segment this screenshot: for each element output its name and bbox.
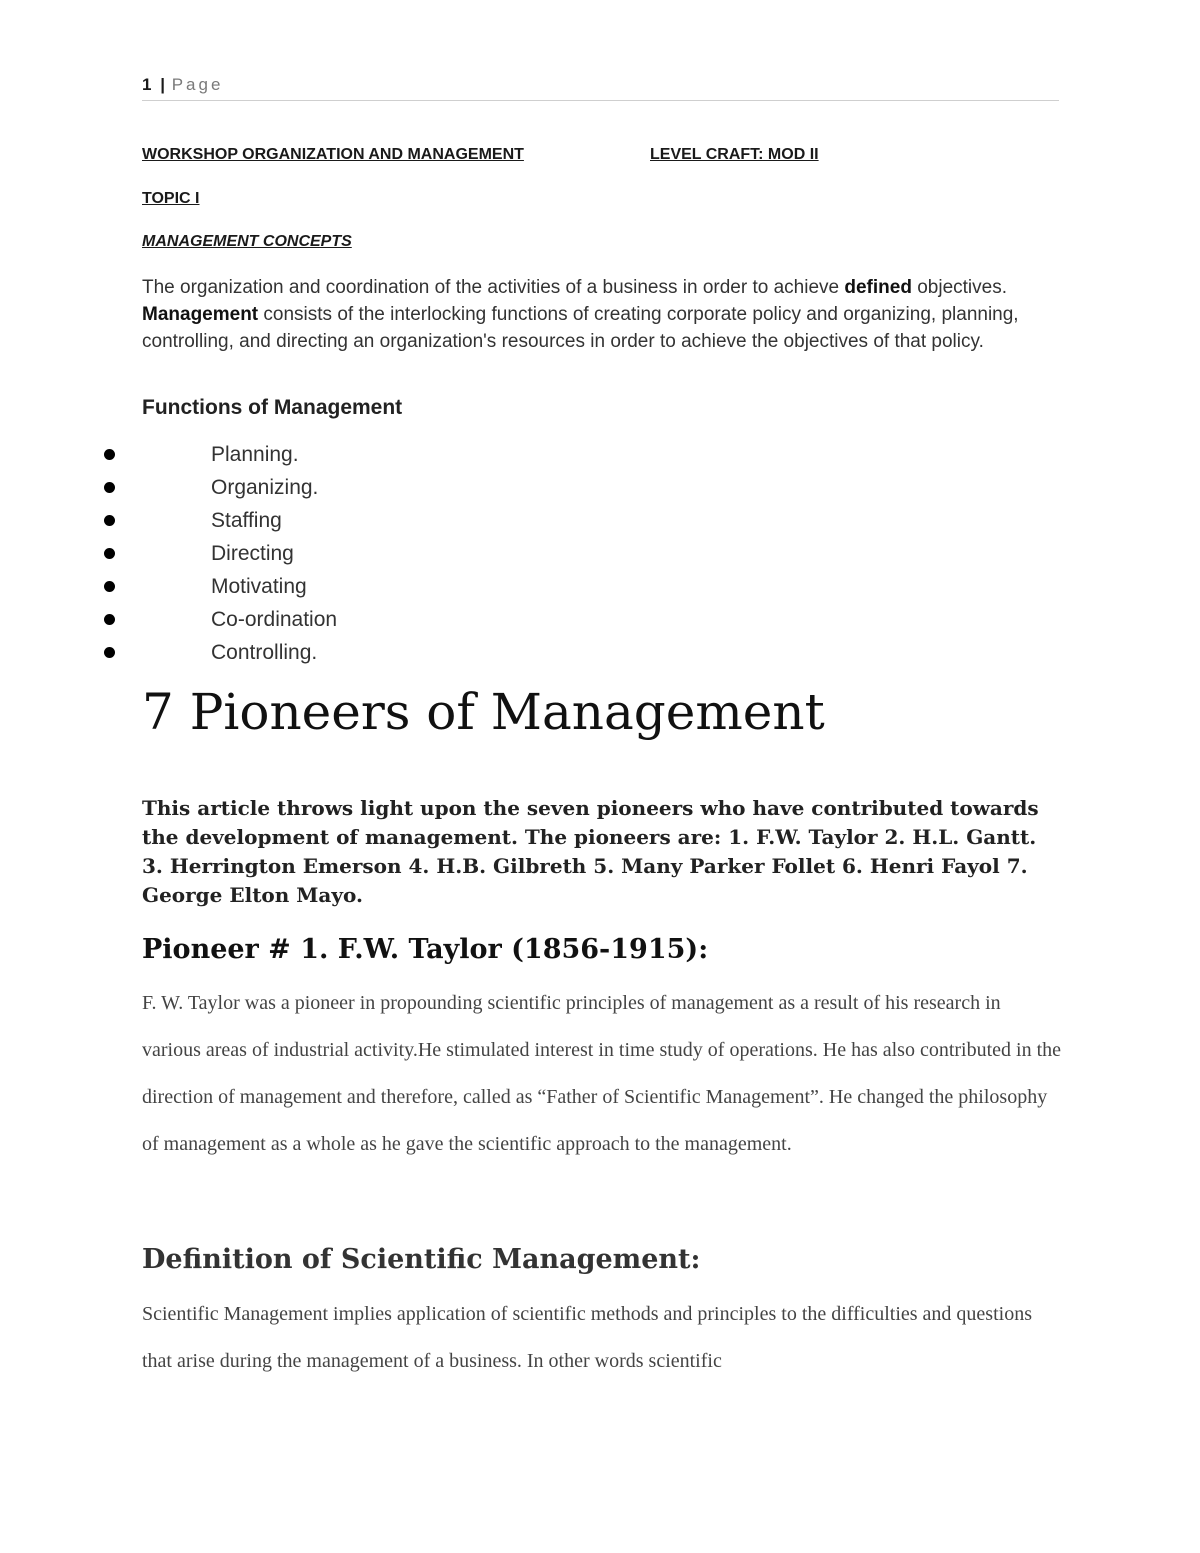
list-item-text: Motivating xyxy=(211,575,307,598)
page-header xyxy=(142,74,1059,101)
functions-heading: Functions of Management xyxy=(142,396,403,419)
intro-bold-management: Management xyxy=(142,304,259,325)
list-item-text: Organizing. xyxy=(211,476,319,499)
list-item-text: Planning. xyxy=(211,443,299,466)
page-word: Page xyxy=(171,75,224,94)
page-separator: | xyxy=(160,75,165,94)
intro-bold-defined: defined xyxy=(844,277,912,298)
functions-list xyxy=(0,438,600,669)
bullet-icon xyxy=(104,614,115,625)
pioneers-title: 7 Pioneers of Management xyxy=(142,683,825,741)
course-title: WORKSHOP ORGANIZATION AND MANAGEMENT xyxy=(142,146,524,163)
list-item-text: Staffing xyxy=(211,509,282,532)
list-item xyxy=(0,570,600,603)
bullet-icon xyxy=(104,581,115,592)
list-item-text: Directing xyxy=(211,542,294,565)
pioneer-1-heading: Pioneer # 1. F.W. Taylor (1856-1915): xyxy=(142,934,709,965)
bullet-icon xyxy=(104,647,115,658)
bullet-icon xyxy=(104,482,115,493)
definition-paragraph: Scientific Management implies application of scientific methods and principles to the difficulties and questions that arise during the management of a business. In other words scientific xyxy=(142,1303,1032,1372)
page-number: 1 xyxy=(142,75,152,94)
article-intro: This article throws light upon the seven pioneers who have contributed towards the development of management. The pioneers are: 1. F.W. Taylor 2. H.L. Gantt. 3. Herrington Emerson 4. H.B. Gilbreth 5. Many Parker Follet 6. Henri Fayol 7. George Elton Mayo. xyxy=(142,796,1039,907)
list-item xyxy=(0,504,600,537)
bullet-icon xyxy=(104,515,115,526)
concepts-label: MANAGEMENT CONCEPTS xyxy=(142,233,352,250)
list-item-text: Controlling. xyxy=(211,641,318,664)
list-item xyxy=(0,471,600,504)
level-title: LEVEL CRAFT: MOD II xyxy=(650,146,819,163)
bullet-icon xyxy=(104,449,115,460)
definition-heading: Definition of Scientific Management: xyxy=(142,1244,701,1275)
intro-text-2: objectives. xyxy=(911,277,1007,298)
pioneer-1-paragraph: F. W. Taylor was a pioneer in propounding scientific principles of management as a result of his research in various areas of industrial activity.He stimulated interest in time study of operations. He has also contributed in the direction of management and therefore, called as “Father of Scientific Management”. He changed the philosophy of management as a whole as he gave the scientific approach to the management. xyxy=(142,992,1062,1155)
intro-paragraph xyxy=(142,274,1062,355)
list-item xyxy=(0,537,600,570)
list-item-text: Co-ordination xyxy=(211,608,338,631)
bullet-icon xyxy=(104,548,115,559)
list-item xyxy=(0,636,600,669)
intro-text-3: consists of the interlocking functions of creating corporate policy and organizing, planning, controlling, and directing an organization's resources in order to achieve the objectives of that policy. xyxy=(142,304,1019,352)
list-item xyxy=(0,603,600,636)
list-item xyxy=(0,438,600,471)
topic-label: TOPIC I xyxy=(142,190,200,207)
intro-text-1: The organization and coordination of the activities of a business in order to achieve xyxy=(142,277,845,298)
